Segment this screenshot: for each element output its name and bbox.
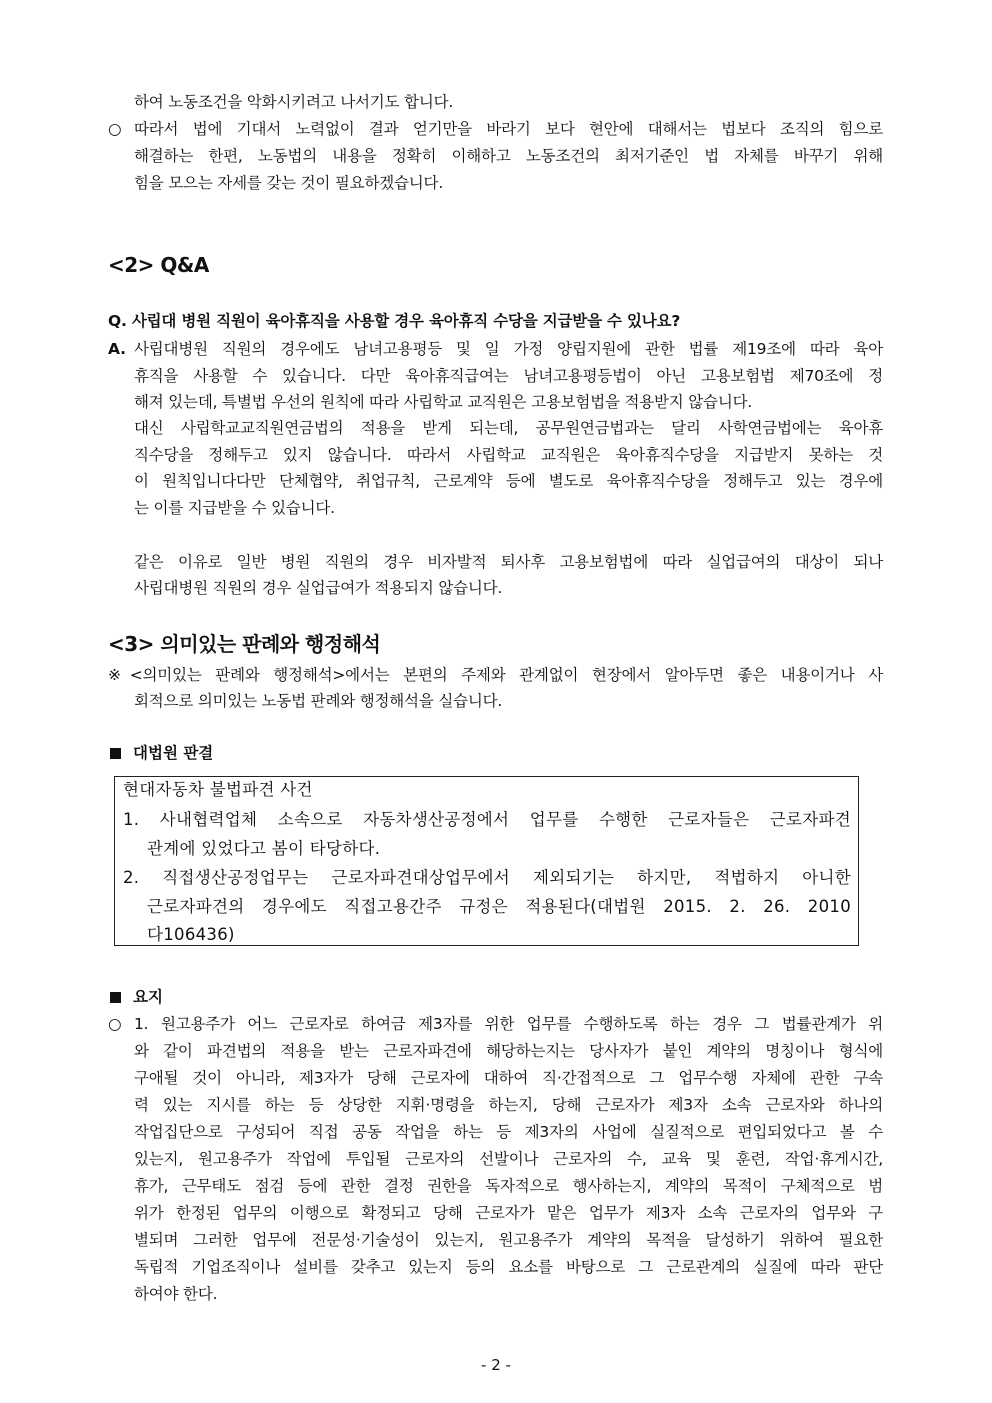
answer-line-7: 는 이를 지급받을 수 있습니다. <box>134 499 335 517</box>
answer-line-2: 휴직을 사용할 수 있습니다. 다만 육아휴직급여는 남녀고용평등법이 아닌 고용보험법 제70조에 정 <box>134 367 883 385</box>
cases-heading: <3> 의미있는 판례와 행정해석 <box>108 632 381 656</box>
qa-heading: <2> Q&A <box>108 253 209 277</box>
intro-line-2: 따라서 법에 기대서 노력없이 결과 얻기만을 바라기 보다 현안에 대해서는 법보다 조직의 힘으로 <box>134 120 883 138</box>
intro-line-4: 힘을 모으는 자세를 갖는 것이 필요하겠습니다. <box>134 174 444 192</box>
court-ruling-text: 대법원 판결 <box>133 744 214 762</box>
answer-line-6: 이 원칙입니다다만 단체협약, 취업규칙, 근로계약 등에 별도로 육아휴직수당을 정해두고 있는 경우에 <box>134 472 883 490</box>
summary-line-2: 와 같이 파견법의 적용을 받는 근로자파견에 해당하는지는 당사자가 붙인 계약의 명칭이나 형식에 <box>134 1042 883 1060</box>
case-line-1: 1. 사내협력업체 소속으로 자동차생산공정에서 업무를 수행한 근로자들은 근로자파견 <box>123 810 851 829</box>
summary-line-3: 구애될 것이 아니라, 제3자가 당해 근로자에 대하여 직·간접적으로 그 업무수행 자체에 관한 구속 <box>134 1069 883 1087</box>
summary-line-1: 1. 원고용주가 어느 근로자로 하여금 제3자를 위한 업무를 수행하도록 하는 경우 그 법률관계가 위 <box>134 1015 883 1033</box>
summary-line-10: 독립적 기업조직이나 설비를 갖추고 있는지 등의 요소를 바탕으로 그 근로관계의 실질에 따라 판단 <box>134 1258 883 1276</box>
answer-line-8: 같은 이유로 일반 병원 직원의 경우 비자발적 퇴사후 고용보험법에 따라 실업급여의 대상이 되나 <box>134 553 883 571</box>
summary-label <box>110 984 163 1010</box>
summary-line-4: 력 있는 지시를 하는 등 상당한 지휘·명령을 하는지, 당해 근로자가 제3자 소속 근로자와 하나의 <box>134 1096 883 1114</box>
square-bullet-icon <box>110 748 121 759</box>
case-line-2: 관계에 있었다고 봄이 타당하다. <box>147 839 381 858</box>
answer-line-3: 해져 있는데, 특별법 우선의 원칙에 따라 사립학교 교직원은 고용보험법을 적용받지 않습니다. <box>134 393 753 411</box>
cases-note-line-1: ※<의미있는 판례와 행정해석>에서는 본편의 주제와 관계없이 현장에서 알아두면 좋은 내용이거나 사 <box>108 666 883 684</box>
summary-text: 요지 <box>133 988 163 1006</box>
answer-line-5: 직수당을 정해두고 있지 않습니다. 따라서 사립학교 교직원은 육아휴직수당을 지급받지 못하는 것 <box>134 446 883 464</box>
question-text: Q. 사립대 병원 직원이 육아휴직을 사용할 경우 육아휴직 수당을 지급받을 수 있나요? <box>108 312 681 330</box>
summary-line-6: 있는지, 원고용주가 작업에 투입될 근로자의 선발이나 근로자의 수, 교육 및 훈련, 작업·휴게시간, <box>134 1150 883 1168</box>
intro-line-1: 하여 노동조건을 악화시키려고 나서기도 합니다. <box>134 93 454 111</box>
summary-line-11: 하여야 한다. <box>134 1285 218 1303</box>
cases-note-line-2: 회적으로 의미있는 노동법 판례와 행정해석을 실습니다. <box>134 692 503 710</box>
court-ruling-label <box>110 740 213 766</box>
answer-line-1: 사립대병원 직원의 경우에도 남녀고용평등 및 일 가정 양립지원에 관한 법률 제19조에 따라 육아 <box>134 340 883 358</box>
summary-line-5: 작업집단으로 구성되어 직접 공동 작업을 하는 등 제3자의 사업에 실질적으로 편입되었다고 볼 수 <box>134 1123 883 1141</box>
answer-label: A. <box>108 340 126 358</box>
page-number: - 2 - <box>481 1356 511 1374</box>
case-box <box>114 776 859 946</box>
bullet-circle: ○ <box>108 1015 122 1033</box>
square-bullet-icon <box>110 992 121 1003</box>
case-line-4: 근로자파견의 경우에도 직접고용간주 규정은 적용된다(대법원 2015. 2. 26. 2010 <box>147 897 851 916</box>
case-title: 현대자동차 불법파견 사건 <box>123 780 313 799</box>
summary-line-7: 휴가, 근무태도 점검 등에 관한 결정 권한을 독자적으로 행사하는지, 계약의 목적이 구체적으로 범 <box>134 1177 883 1195</box>
summary-line-8: 위가 한정된 업무의 이행으로 확정되고 당해 근로자가 맡은 업무가 제3자 소속 근로자의 업무와 구 <box>134 1204 883 1222</box>
bullet-circle: ○ <box>108 120 122 138</box>
intro-line-3: 해결하는 한편, 노동법의 내용을 정확히 이해하고 노동조건의 최저기준인 법 자체를 바꾸기 위해 <box>134 147 883 165</box>
summary-line-9: 별되며 그러한 업무에 전문성·기술성이 있는지, 원고용주가 계약의 목적을 달성하기 위하여 필요한 <box>134 1231 883 1249</box>
answer-line-9: 사립대병원 직원의 경우 실업급여가 적용되지 않습니다. <box>134 579 503 597</box>
case-line-5: 다106436) <box>147 925 235 944</box>
case-line-3: 2. 직접생산공정업무는 근로자파견대상업무에서 제외되기는 하지만, 적법하지 아니한 <box>123 868 851 887</box>
answer-line-4: 대신 사립학교교직원연금법의 적용을 받게 되는데, 공무원연금법과는 달리 사학연금법에는 육아휴 <box>134 419 883 437</box>
